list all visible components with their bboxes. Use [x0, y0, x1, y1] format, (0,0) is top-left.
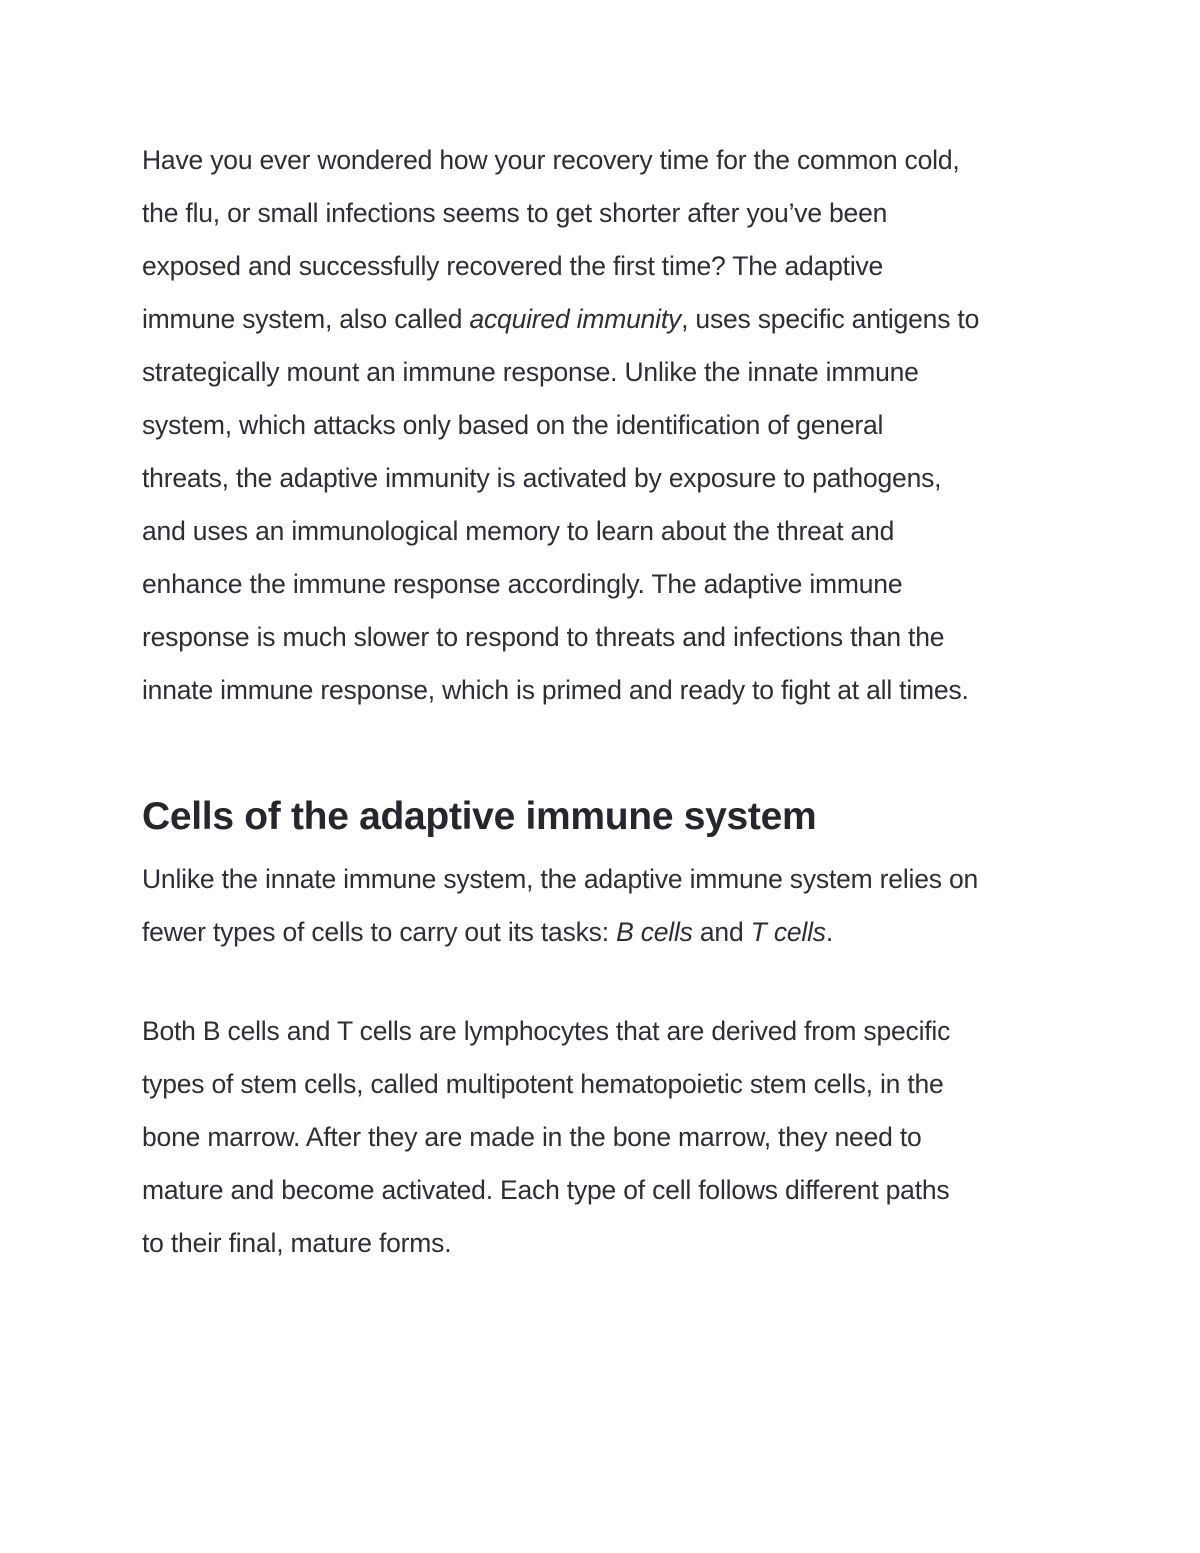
- text-line: [142, 906, 1067, 959]
- text-line: the flu, or small infections seems to get shorter after you’ve been: [142, 198, 888, 228]
- text-line: bone marrow. After they are made in the bone marrow, they need to: [142, 1122, 922, 1152]
- text-line: types of stem cells, called multipotent hematopoietic stem cells, in the: [142, 1069, 944, 1099]
- text-line: exposed and successfully recovered the first time? The adaptive: [142, 251, 884, 281]
- text-segment: immune system, also called: [142, 304, 470, 334]
- italic-term-acquired-immunity: acquired immunity: [469, 304, 682, 334]
- section-heading: Cells of the adaptive immune system: [142, 795, 817, 838]
- text-line: Have you ever wondered how your recovery time for the common cold,: [142, 145, 960, 175]
- cells-paragraph-1: [142, 853, 1067, 959]
- text-line: strategically mount an immune response. Unlike the innate immune: [142, 357, 919, 387]
- text-line: to their final, mature forms.: [142, 1228, 452, 1258]
- text-line: Both B cells and T cells are lymphocytes that are derived from specific: [142, 1016, 951, 1046]
- text-line: mature and become activated. Each type of cell follows different paths: [142, 1175, 950, 1205]
- text-segment: fewer types of cells to carry out its tasks:: [142, 917, 617, 947]
- text-segment: , uses specific antigens to: [681, 304, 980, 334]
- intro-paragraph: [142, 134, 1067, 717]
- text-line: [142, 293, 1067, 346]
- text-line: innate immune response, which is primed and ready to fight at all times.: [142, 675, 969, 705]
- text-segment: and: [692, 917, 751, 947]
- italic-term-b-cells: B cells: [616, 917, 693, 947]
- text-line: Unlike the innate immune system, the adaptive immune system relies on: [142, 864, 979, 894]
- text-line: threats, the adaptive immunity is activated by exposure to pathogens,: [142, 463, 942, 493]
- cells-paragraph-2: [142, 1005, 1067, 1270]
- text-line: and uses an immunological memory to learn about the threat and: [142, 516, 895, 546]
- text-segment: .: [825, 917, 834, 947]
- italic-term-t-cells: T cells: [750, 917, 826, 947]
- text-line: system, which attacks only based on the identification of general: [142, 410, 884, 440]
- text-line: enhance the immune response accordingly. The adaptive immune: [142, 569, 903, 599]
- text-line: response is much slower to respond to threats and infections than the: [142, 622, 945, 652]
- document-page: [142, 134, 1067, 1270]
